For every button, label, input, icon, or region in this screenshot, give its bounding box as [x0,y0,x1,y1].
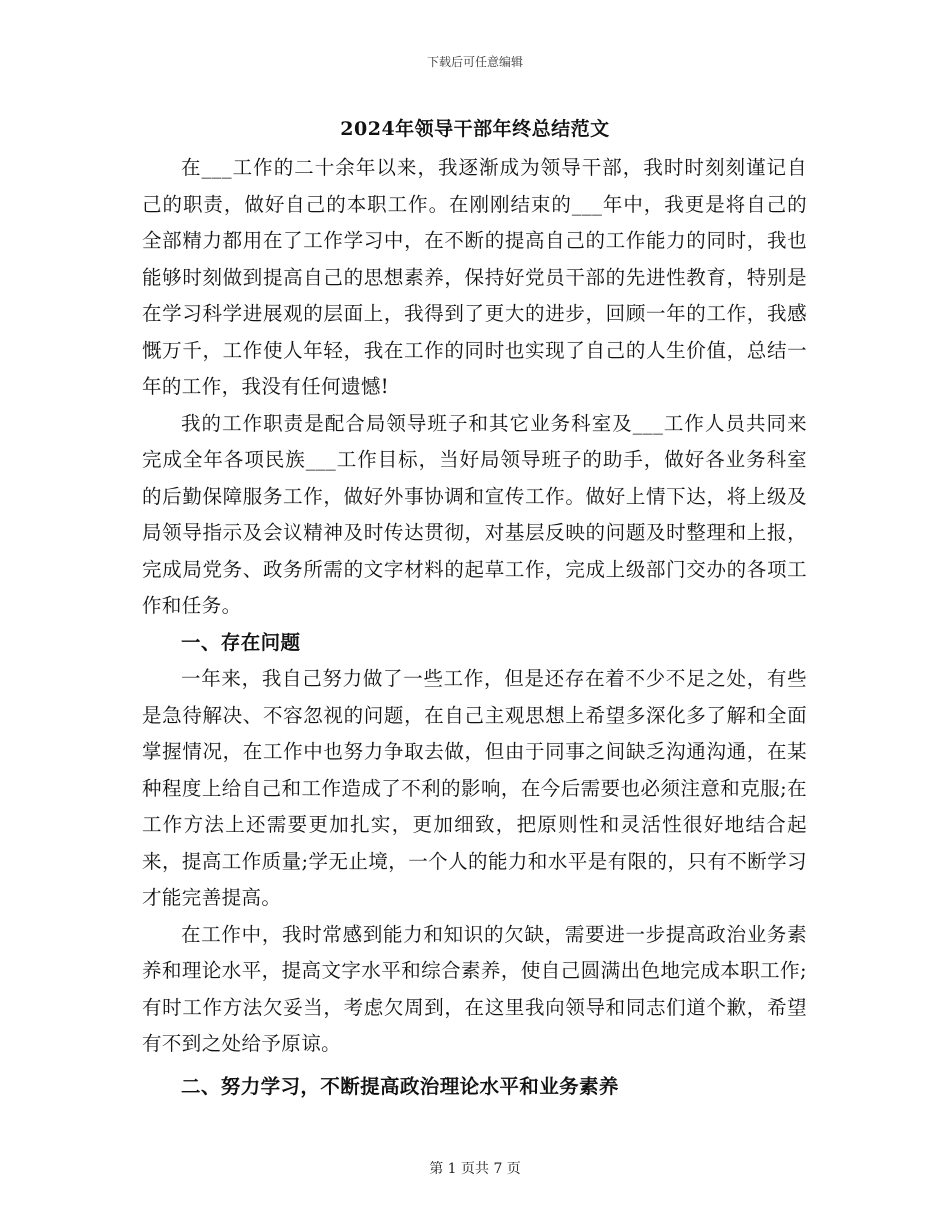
section-heading-study: 二、努力学习，不断提高政治理论水平和业务素养 [181,1074,619,1098]
problems-paragraph-2: 在工作中，我时常感到能力和知识的欠缺，需要进一步提高政治业务素养和理论水平，提高文字水平和综合素养，使自己圆满出色地完成本职工作;有时工作方法欠妥当，考虑欠周到，在这里我向领导和同志们道个歉，希望有不到之处给予原谅。 [142,922,807,1055]
document-body [142,150,807,1105]
page-number: 第 1 页共 7 页 [429,1161,521,1177]
section-heading-problems: 一、存在问题 [181,630,301,654]
document-title: 2024年领导干部年终总结范文 [340,118,610,140]
problems-paragraph-1: 一年来，我自己努力做了一些工作，但是还存在着不少不足之处，有些是急待解决、不容忽视的问题，在自己主观思想上希望多深化多了解和全面掌握情况，在工作中也努力争取去做，但由于同事之间缺乏沟通沟通，在某种程度上给自己和工作造成了不利的影响，在今后需要也必须注意和克服;在工作方法上还需要更加扎实，更加细致，把原则性和灵活性很好地结合起来，提高工作质量;学无止境，一个人的能力和水平是有限的，只有不断学习才能完善提高。 [142,667,807,909]
intro-paragraph-1: 在___工作的二十余年以来，我逐渐成为领导干部，我时时刻刻谨记自己的职责，做好自己的本职工作。在刚刚结束的___年中，我更是将自己的全部精力都用在了工作学习中，在不断的提高自己的工作能力的同时，我也能够时刻做到提高自己的思想素养，保持好党员干部的先进性教育，特别是在学习科学进展观的层面上，我得到了更大的进步，回顾一年的工作，我感慨万千，工作使人年轻，我在工作的同时也实现了自己的人生价值，总结一年的工作，我没有任何遗憾! [142,156,807,398]
page-header-note: 下载后可任意编辑 [426,55,523,69]
intro-paragraph-2: 我的工作职责是配合局领导班子和其它业务科室及___工作人员共同来完成全年各项民族___工作目标，当好局领导班子的助手，做好各业务科室的后勤保障服务工作，做好外事协调和宣传工作。做好上情下达，将上级及局领导指示及会议精神及时传达贯彻，对基层反映的问题及时整理和上报，完成局党务、政务所需的文字材料的起草工作，完成上级部门交办的各项工作和任务。 [142,411,807,617]
